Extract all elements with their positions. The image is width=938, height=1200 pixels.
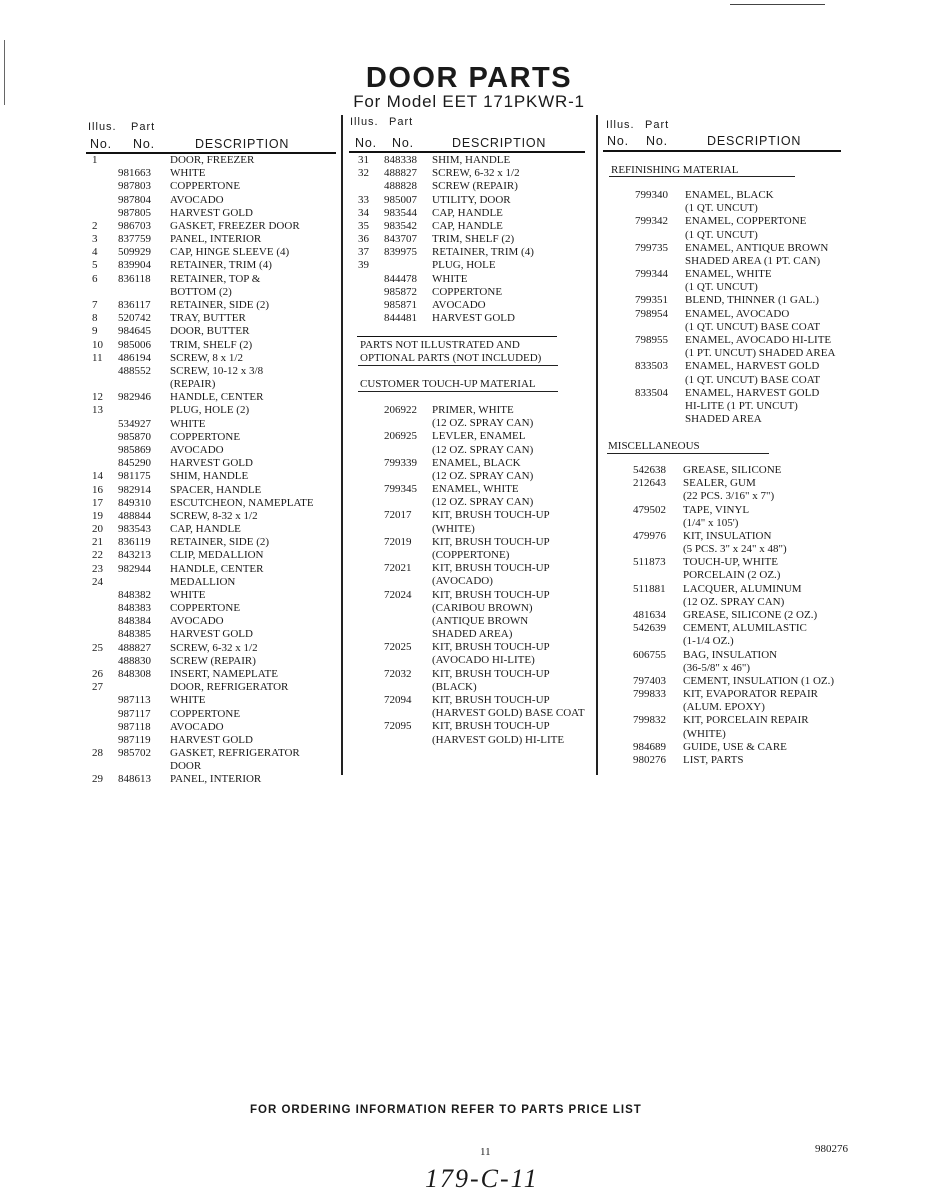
refinishing-underline: [609, 176, 795, 177]
description: CEMENT, INSULATION (1 OZ.): [683, 674, 835, 687]
description: (1 QT. UNCUT): [685, 281, 758, 294]
description: KIT, BRUSH TOUCH-UP: [432, 509, 550, 522]
description: LACQUER, ALUMINUM: [683, 582, 802, 595]
not-illustrated-underline: [358, 365, 558, 366]
part-no: 985869: [118, 443, 151, 456]
part-no: 511873: [633, 556, 666, 569]
description: LIST, PARTS: [683, 753, 744, 766]
description: SCREW, 10-12 x 3/8: [170, 364, 264, 377]
col1-header-illus: Illus.: [88, 121, 117, 133]
part-no: 839975: [384, 246, 417, 259]
description: (ALUM. EPOXY): [683, 701, 765, 714]
part-no: 799351: [635, 294, 668, 307]
col1-header-description: DESCRIPTION: [195, 137, 290, 151]
description: PORCELAIN (2 OZ.): [683, 569, 781, 582]
description: AVOCADO: [170, 193, 224, 206]
description: GREASE, SILICONE (2 OZ.): [683, 608, 818, 621]
col3-header-part-no: No.: [646, 134, 668, 148]
description: (12 OZ. SPRAY CAN): [432, 443, 534, 456]
part-no: 987805: [118, 206, 151, 219]
description: (1-1/4 OZ.): [683, 635, 734, 648]
misc-section-title: MISCELLANEOUS: [608, 440, 700, 452]
description: TRIM, SHELF (2): [170, 338, 253, 351]
description: HARVEST GOLD: [170, 206, 253, 219]
part-no: 848385: [118, 628, 151, 641]
illus-no: 32: [358, 167, 369, 180]
col3-header-illus: Illus.: [606, 119, 635, 131]
description: CLIP, MEDALLION: [170, 549, 264, 562]
illus-no: 27: [92, 681, 103, 694]
description: (22 PCS. 3/16" x 7"): [683, 490, 775, 503]
part-no: 488830: [118, 654, 151, 667]
part-no: 799735: [635, 241, 668, 254]
description: PLUG, HOLE: [432, 259, 496, 272]
col3-header-rule: [603, 150, 841, 152]
description: SHIM, HANDLE: [432, 154, 511, 166]
description: AVOCADO: [170, 443, 224, 456]
illus-no: 23: [92, 562, 103, 575]
illus-no: 24: [92, 575, 103, 588]
part-no: 481634: [633, 608, 666, 621]
part-no: 797403: [633, 674, 666, 687]
description: GASKET, FREEZER DOOR: [170, 219, 300, 232]
description: KIT, EVAPORATOR REPAIR: [683, 688, 818, 701]
part-no: 72024: [384, 588, 412, 601]
illus-no: 19: [92, 509, 103, 522]
part-no: 606755: [633, 648, 666, 661]
description: CAP, HANDLE: [170, 523, 241, 536]
part-no: 986703: [118, 219, 151, 232]
part-no: 798955: [635, 333, 668, 346]
illus-no: 20: [92, 523, 103, 536]
col1-header-no: No.: [90, 137, 112, 151]
description: AVOCADO: [170, 720, 224, 733]
part-no: 843707: [384, 233, 417, 246]
description: WHITE: [170, 588, 206, 601]
description: (5 PCS. 3" x 24" x 48"): [683, 543, 787, 556]
description: WHITE: [170, 417, 206, 430]
description: ENAMEL, AVOCADO: [685, 307, 790, 320]
description: ENAMEL, BLACK: [432, 456, 521, 469]
description: (HARVEST GOLD) BASE COAT: [432, 707, 585, 720]
document-number: 980276: [815, 1143, 848, 1155]
illus-no: 9: [92, 325, 98, 338]
illus-no: 1: [92, 154, 98, 166]
illus-no: 31: [358, 154, 369, 166]
description: HARVEST GOLD: [432, 312, 515, 325]
col2-header-part: Part: [389, 116, 414, 128]
description: (ANTIQUE BROWN: [432, 614, 529, 627]
description: SHIM, HANDLE: [170, 470, 249, 483]
illus-no: 29: [92, 773, 103, 786]
illus-no: 28: [92, 747, 103, 760]
description: (BLACK): [432, 680, 477, 693]
part-no: 982914: [118, 483, 151, 496]
description: PLUG, HOLE (2): [170, 404, 250, 417]
part-no: 488828: [384, 180, 417, 193]
part-no: 486194: [118, 351, 151, 364]
part-no: 848383: [118, 602, 151, 615]
part-no: 72021: [384, 562, 412, 575]
part-no: 984689: [633, 740, 666, 753]
part-no: 534927: [118, 417, 151, 430]
part-no: 987117: [118, 707, 151, 720]
description: DOOR, BUTTER: [170, 325, 250, 338]
description: HARVEST GOLD: [170, 733, 253, 746]
part-no: 848338: [384, 154, 417, 166]
part-no: 72095: [384, 720, 412, 733]
part-no: 72017: [384, 509, 412, 522]
description: HI-LITE (1 PT. UNCUT): [685, 399, 798, 412]
description: TRAY, BUTTER: [170, 312, 246, 325]
part-no: 488827: [118, 641, 151, 654]
part-no: 848382: [118, 588, 151, 601]
description: WHITE: [432, 272, 468, 285]
description: PANEL, INTERIOR: [170, 773, 262, 786]
description: KIT, BRUSH TOUCH-UP: [432, 588, 550, 601]
description: ESCUTCHEON, NAMEPLATE: [170, 496, 314, 509]
part-no: 72032: [384, 667, 412, 680]
illus-no: 37: [358, 246, 369, 259]
illus-no: 11: [92, 351, 103, 364]
col2-header-part-no: No.: [392, 136, 414, 150]
part-no: 72025: [384, 641, 412, 654]
part-no: 848384: [118, 615, 151, 628]
not-illustrated-line2: OPTIONAL PARTS (NOT INCLUDED): [360, 352, 542, 364]
part-no: 509929: [118, 246, 151, 259]
part-no: 987804: [118, 193, 151, 206]
illus-no: 10: [92, 338, 103, 351]
part-no: 72094: [384, 693, 412, 706]
col1-header-part: Part: [131, 121, 156, 133]
description: RETAINER, SIDE (2): [170, 298, 270, 311]
description: GREASE, SILICONE: [683, 464, 782, 476]
description: SHADED AREA (1 PT. CAN): [685, 254, 821, 267]
part-no: 985871: [384, 298, 417, 311]
description: SCREW, 6-32 x 1/2: [432, 167, 520, 180]
part-no: 982946: [118, 391, 151, 404]
illus-no: 26: [92, 668, 103, 681]
part-no: 836119: [118, 536, 151, 549]
description: COPPERTONE: [170, 602, 241, 615]
illus-no: 21: [92, 536, 103, 549]
illus-no: 25: [92, 641, 103, 654]
description: SEALER, GUM: [683, 477, 756, 490]
illus-no: 12: [92, 391, 103, 404]
illus-no: 33: [358, 193, 369, 206]
illus-no: 34: [358, 206, 369, 219]
part-no: 511881: [633, 582, 666, 595]
part-no: 845290: [118, 457, 151, 470]
part-no: 836118: [118, 272, 151, 285]
illus-no: 39: [358, 259, 369, 272]
illus-no: 6: [92, 272, 98, 285]
part-no: 985006: [118, 338, 151, 351]
refinishing-section-title: REFINISHING MATERIAL: [611, 164, 739, 176]
illus-no: 22: [92, 549, 103, 562]
description: SCREW, 8-32 x 1/2: [170, 509, 258, 522]
illus-no: 2: [92, 219, 98, 232]
part-no: 983542: [384, 219, 417, 232]
part-no: 984645: [118, 325, 151, 338]
part-no: 479976: [633, 529, 666, 542]
illus-no: 16: [92, 483, 103, 496]
description: BOTTOM (2): [170, 285, 232, 298]
description: (AVOCADO): [432, 575, 493, 588]
description: TAPE, VINYL: [683, 503, 750, 516]
touchup-section-title: CUSTOMER TOUCH-UP MATERIAL: [360, 378, 536, 390]
description: COPPERTONE: [170, 180, 241, 193]
part-no: 849310: [118, 496, 151, 509]
part-no: 799340: [635, 189, 668, 201]
illus-no: 35: [358, 219, 369, 232]
description: KIT, BRUSH TOUCH-UP: [432, 535, 550, 548]
description: WHITE: [170, 694, 206, 707]
touchup-underline: [358, 391, 558, 392]
illus-no: 13: [92, 404, 103, 417]
description: (WHITE): [683, 727, 726, 740]
description: KIT, BRUSH TOUCH-UP: [432, 720, 550, 733]
description: RETAINER, TOP &: [170, 272, 261, 285]
description: (12 OZ. SPRAY CAN): [432, 469, 534, 482]
part-no: 848308: [118, 668, 151, 681]
part-no: 799832: [633, 714, 666, 727]
description: KIT, BRUSH TOUCH-UP: [432, 562, 550, 575]
description: (1 PT. UNCUT) SHADED AREA: [685, 347, 836, 360]
illus-no: 4: [92, 246, 98, 259]
part-no: 798954: [635, 307, 668, 320]
description: SCREW (REPAIR): [170, 654, 256, 667]
column-divider: [596, 115, 598, 775]
col2-header-description: DESCRIPTION: [452, 136, 547, 150]
description: UTILITY, DOOR: [432, 193, 511, 206]
description: HARVEST GOLD: [170, 457, 253, 470]
description: (12 OZ. SPRAY CAN): [432, 496, 534, 509]
part-no: 985870: [118, 430, 151, 443]
description: TOUCH-UP, WHITE: [683, 556, 778, 569]
description: (WHITE): [432, 522, 475, 535]
part-no: 848613: [118, 773, 151, 786]
description: DOOR, FREEZER: [170, 154, 255, 166]
description: (1 QT. UNCUT): [685, 202, 758, 215]
part-no: 839904: [118, 259, 151, 272]
description: AVOCADO: [432, 298, 486, 311]
part-no: 542639: [633, 622, 666, 635]
description: ENAMEL, COPPERTONE: [685, 215, 807, 228]
handwritten-note: 179-C-11: [425, 1164, 539, 1193]
description: TRIM, SHELF (2): [432, 233, 515, 246]
part-no: 844481: [384, 312, 417, 325]
col2-header-rule: [349, 151, 585, 153]
description: (1/4" x 105'): [683, 516, 739, 529]
description: COPPERTONE: [170, 430, 241, 443]
description: (REPAIR): [170, 378, 216, 391]
description: SHADED AREA): [432, 628, 513, 641]
part-no: 987113: [118, 694, 151, 707]
illus-no: 5: [92, 259, 98, 272]
part-no: 843213: [118, 549, 151, 562]
description: KIT, INSULATION: [683, 529, 772, 542]
illus-no: 36: [358, 233, 369, 246]
description: RETAINER, TRIM (4): [432, 246, 534, 259]
part-no: 985702: [118, 747, 151, 760]
part-no: 836117: [118, 298, 151, 311]
description: DOOR: [170, 760, 202, 773]
col3-header-no: No.: [607, 134, 629, 148]
description: KIT, PORCELAIN REPAIR: [683, 714, 809, 727]
part-no: 985007: [384, 193, 417, 206]
page-title: DOOR PARTS: [365, 62, 573, 94]
part-no: 987118: [118, 720, 151, 733]
col3-header-description: DESCRIPTION: [707, 134, 802, 148]
description: ENAMEL, WHITE: [685, 268, 772, 281]
description: KIT, BRUSH TOUCH-UP: [432, 693, 550, 706]
description: SCREW, 8 x 1/2: [170, 351, 243, 364]
description: ENAMEL, ANTIQUE BROWN: [685, 241, 829, 254]
description: (CARIBOU BROWN): [432, 601, 533, 614]
description: SHADED AREA: [685, 413, 762, 426]
description: (36-5/8" x 46"): [683, 661, 751, 674]
illus-no: 14: [92, 470, 103, 483]
part-no: 206922: [384, 404, 417, 416]
description: SCREW (REPAIR): [432, 180, 518, 193]
description: WHITE: [170, 167, 206, 180]
illus-no: 17: [92, 496, 103, 509]
part-no: 799339: [384, 456, 417, 469]
part-no: 488552: [118, 364, 151, 377]
description: (1 QT. UNCUT) BASE COAT: [685, 320, 821, 333]
description: PRIMER, WHITE: [432, 404, 514, 416]
part-no: 833504: [635, 386, 668, 399]
description: COPPERTONE: [170, 707, 241, 720]
illus-no: 8: [92, 312, 98, 325]
description: LEVLER, ENAMEL: [432, 430, 526, 443]
part-no: 799344: [635, 268, 668, 281]
description: INSERT, NAMEPLATE: [170, 668, 278, 681]
part-no: 987119: [118, 733, 151, 746]
description: CAP, HINGE SLEEVE (4): [170, 246, 290, 259]
part-no: 488827: [384, 167, 417, 180]
part-no: 799345: [384, 483, 417, 496]
part-no: 799833: [633, 688, 666, 701]
description: CAP, HANDLE: [432, 219, 503, 232]
description: BAG, INSULATION: [683, 648, 778, 661]
description: (12 OZ. SPRAY CAN): [432, 417, 534, 430]
top-right-mark: [730, 4, 825, 5]
illus-no: 3: [92, 233, 98, 246]
misc-underline: [607, 453, 769, 454]
description: KIT, BRUSH TOUCH-UP: [432, 667, 550, 680]
description: ENAMEL, BLACK: [685, 189, 774, 201]
description: ENAMEL, HARVEST GOLD: [685, 386, 820, 399]
col1-header-part-no: No.: [133, 137, 155, 151]
not-illustrated-line1: PARTS NOT ILLUSTRATED AND: [360, 339, 520, 351]
part-no: 980276: [633, 753, 666, 766]
description: HARVEST GOLD: [170, 628, 253, 641]
description: COPPERTONE: [432, 285, 503, 298]
description: (1 QT. UNCUT): [685, 228, 758, 241]
part-no: 985872: [384, 285, 417, 298]
part-no: 837759: [118, 233, 151, 246]
col2-header-no: No.: [355, 136, 377, 150]
description: RETAINER, TRIM (4): [170, 259, 272, 272]
illus-no: 7: [92, 298, 98, 311]
description: ENAMEL, AVOCADO HI-LITE: [685, 333, 832, 346]
part-no: 488844: [118, 509, 151, 522]
part-no: 72019: [384, 535, 412, 548]
description: (1 QT. UNCUT) BASE COAT: [685, 373, 821, 386]
ordering-info: FOR ORDERING INFORMATION REFER TO PARTS PRICE LIST: [250, 1104, 642, 1116]
description: PANEL, INTERIOR: [170, 233, 262, 246]
description: SPACER, HANDLE: [170, 483, 262, 496]
col2-list-rule: [357, 336, 557, 337]
description: GUIDE, USE & CARE: [683, 740, 787, 753]
part-no: 833503: [635, 360, 668, 373]
description: HANDLE, CENTER: [170, 562, 264, 575]
description: (HARVEST GOLD) HI-LITE: [432, 733, 565, 746]
part-no: 844478: [384, 272, 417, 285]
description: SCREW, 6-32 x 1/2: [170, 641, 258, 654]
part-no: 983544: [384, 206, 417, 219]
description: AVOCADO: [170, 615, 224, 628]
col3-header-part: Part: [645, 119, 670, 131]
description: RETAINER, SIDE (2): [170, 536, 270, 549]
description: ENAMEL, HARVEST GOLD: [685, 360, 820, 373]
page-number: 11: [480, 1146, 491, 1158]
description: DOOR, REFRIGERATOR: [170, 681, 289, 694]
description: MEDALLION: [170, 575, 236, 588]
part-no: 206925: [384, 430, 417, 443]
description: (12 OZ. SPRAY CAN): [683, 595, 785, 608]
part-no: 981663: [118, 167, 151, 180]
description: BLEND, THINNER (1 GAL.): [685, 294, 819, 307]
description: (COPPERTONE): [432, 548, 510, 561]
column-divider: [341, 115, 343, 775]
part-no: 983543: [118, 523, 151, 536]
part-no: 542638: [633, 464, 666, 476]
description: ENAMEL, WHITE: [432, 483, 519, 496]
part-no: 982944: [118, 562, 151, 575]
part-no: 212643: [633, 477, 666, 490]
page-subtitle: For Model EET 171PKWR-1: [353, 92, 585, 111]
part-no: 981175: [118, 470, 151, 483]
col2-header-illus: Illus.: [350, 116, 379, 128]
part-no: 987803: [118, 180, 151, 193]
part-no: 520742: [118, 312, 151, 325]
description: KIT, BRUSH TOUCH-UP: [432, 641, 550, 654]
description: HANDLE, CENTER: [170, 391, 264, 404]
part-no: 799342: [635, 215, 668, 228]
description: CAP, HANDLE: [432, 206, 503, 219]
description: (AVOCADO HI-LITE): [432, 654, 535, 667]
description: CEMENT, ALUMILASTIC: [683, 622, 807, 635]
part-no: 479502: [633, 503, 666, 516]
description: GASKET, REFRIGERATOR: [170, 747, 300, 760]
